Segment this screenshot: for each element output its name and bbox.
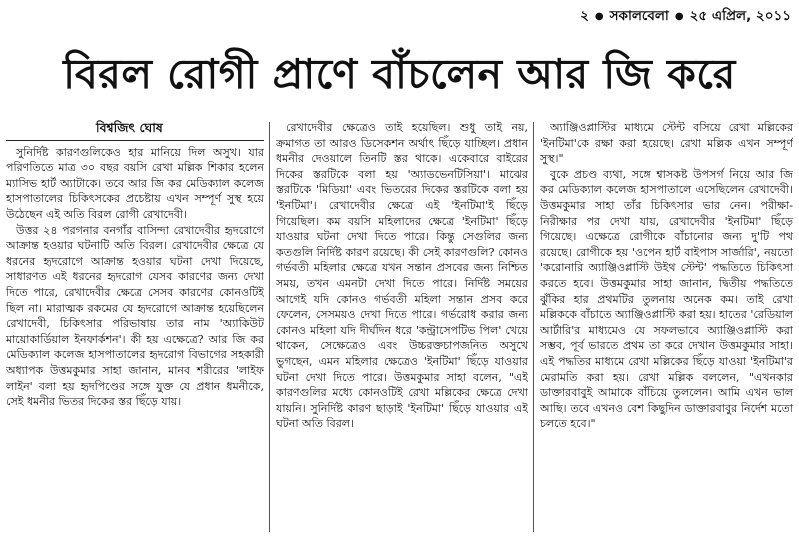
column-divider bbox=[533, 122, 534, 532]
headline: বিরল রোগী প্রাণে বাঁচলেন আর জি করে bbox=[63, 50, 736, 98]
article-column-1 bbox=[6, 118, 264, 533]
article-column-2 bbox=[276, 120, 528, 535]
masthead bbox=[501, 4, 791, 28]
separator-dot-icon: ● bbox=[594, 10, 604, 22]
paragraph: রেখাদেবীর ক্ষেত্রেও তাই হয়েছিল। শুধু তাই নয়, ক্রমাগত তা আরও ডিসেকশন অর্থাৎ ছিঁড়ে যাচ্ছিল। প্রধান ধমনীর দেওয়ালে তিনটি স্তর থাকে। একেবারে বাইরের দিকের স্তরটিকে বলা হয় 'অ্যাডভেনটিসিয়া'। মাঝের স্তরটিকে 'মিডিয়া' এবং ভিতরের দিকের স্তরটিকে বলা হয় 'ইনটিমা'। রেখাদেবীর ক্ষেত্রে এই 'ইনটিমা'ই ছিঁড়ে গিয়েছিল। কম বয়সি মহিলাদের ক্ষেত্রে 'ইনটিমা' ছিঁড়ে যাওয়ার ঘটনা দেখা দিতে পারে। কিন্তু সেগুলির জন্য কতগুলি নির্দিষ্ট কারণ রয়েছে। কী সেই কারণগুলি? কোনও গর্ভবতী মহিলার ক্ষেত্রে যখন সন্তান প্রসবের জন্য নিশ্চিত সময়, তখন এমনটা দেখা দিতে পারে। নির্দিষ্ট সময়ের আগেই যদি কোনও গর্ভবতী মহিলা সন্তান প্রসব করে ফেলেন, সেসময়ও দেখা দিতে পারে। গর্ভরোধ করার জন্য কোনও মহিলা যদি দীর্ঘদিন ধরে 'কন্ট্রাসেপটিভ পিল' খেয়ে থাকেন, সেক্ষেত্রেও এবং উচ্চরক্তচাপজনিত অসুখে ভুগছেন, এমন মহিলার ক্ষেত্রেও 'ইনটিমা' ছিঁড়ে যাওয়ার ঘটনা দেখা দিতে পারে। উত্তমকুমার সাহা বলেন, "এই কারণগুলির মধ্যে কোনওটিই রেখা মল্লিকের ক্ষেত্রে দেখা যায়নি। সুনির্দিষ্ট কারণ ছাড়াই 'ইনটিমা' ছিঁড়ে যাওয়ার এই ঘটনা অতি বিরল। bbox=[276, 121, 528, 431]
article-column-3 bbox=[540, 120, 793, 535]
newspaper-name: সকালবেলা bbox=[609, 7, 669, 24]
paragraph: উত্তর ২৪ পরগনার বনগাঁর বাসিন্দা রেখাদেবীর হৃদরোগে আক্রান্ত হওয়ার ঘটনাটি অতি বিরল। রেখাদেবীর ক্ষেত্রে যে ধরনের হৃদরোগে আক্রান্ত হওয়ার ঘটনা দেখা দিয়েছে, সাধারণত এই ধরনের হৃদরোগ যেসব কারণের জন্য দেখা দিতে পারে, রেখাদেবীর ক্ষেত্রে সেসব কারণের কোনওটিই ছিল না। মারাত্মক রকমের যে হৃদরোগে আক্রান্ত হয়েছিলেন রেখাদেবী, চিকিৎসার পরিভাষায় তার নাম 'অ্যাকিউট মায়োকার্ডিয়াল ইনফার্কশন'। কী হয় এক্ষেত্রে? আর জি কর মেডিক্যাল কলেজ হাসপাতালের হৃদরোগ বিভাগের সহকারী অধ্যাপক উত্তমকুমার সাহা জানান, মানব শরীরের 'লাইফ লাইন' বলা হয় হৃদপিণ্ডের সঙ্গে যুক্ত যে প্রধান ধমনীকে, সেই ধমনীর ভিতর দিকের স্তর ছিঁড়ে যায়। bbox=[6, 223, 264, 409]
issue-date: ২৫ এপ্রিল, ২০১১ bbox=[689, 7, 791, 24]
paragraph: সুনির্দিষ্ট কারণগুলিকেও হার মানিয়ে দিল অসুখ। যার পরিণতিতে মাত্র ৩০ বছর বয়সি রেখা মল্লিক শিকার হলেন ম্যাসিভ হার্ট অ্যাটাকে। তবে আর জি কর মেডিক্যাল কলেজ হাসপাতালের চিকিৎসকের প্রচেষ্টায় এখন সম্পূর্ণ সুস্থ হয়ে উঠেছেন এই অতি বিরল রোগী রেখাদেবী। bbox=[6, 145, 264, 221]
page-number: ২ bbox=[580, 7, 589, 24]
paragraph: বুকে প্রচণ্ড ব্যথা, সঙ্গে শ্বাসকষ্ট উপসর্গ নিয়ে আর জি কর মেডিক্যাল কলেজ হাসপাতালে এসেছিলেন রেখাদেবী। উত্তমকুমার সাহা তাঁর চিকিৎসার ভার নেন। পরীক্ষা-নিরীক্ষার পর দেখা যায়, রেখাদেবীর 'ইনটিমা' ছিঁড়ে গিয়েছে। এক্ষেত্রে রোগীকে বাঁচানোর জন্য দু'টি পথ রয়েছে। রোগীকে হয় 'ওপেন হার্ট বাইপাস সার্জারি', নয়তো 'করোনারি অ্যাঞ্জিওপ্লাস্টি উইথ স্টেন্ট' পদ্ধতিতে চিকিৎসা করতে হবে। উত্তমকুমার সাহা জানান, দ্বিতীয় পদ্ধতিতে ঝুঁকির হার প্রথমটির তুলনায় অনেক কম। তাই রেখা মল্লিককে বাঁচাতে অ্যাঞ্জিওপ্লাস্টি করা হয়। হাতের 'রেডিয়াল আর্টারি'র মাধ্যমেও যে সফলভাবে অ্যাঞ্জিওপ্লাস্টি করা সম্ভব, পূর্ব ভারতে প্রথম তা করে দেখান উত্তমকুমার সাহা। এই পদ্ধতির মাধ্যমে রেখা মল্লিকের ছিঁড়ে যাওয়া 'ইনটিমা'র মেরামতি করা হয়। রেখা মল্লিক বললেন, "এখনকার ডাক্তারবাবুই আমাকে বাঁচিয়ে তুললেন। আমি এখন ভাল আছি। তবে এখনও বেশ কিছুদিন ডাক্তারবাবুর নির্দেশ মতো চলতে হবে।" bbox=[540, 167, 793, 431]
column-divider bbox=[269, 122, 270, 532]
separator-dot-icon: ● bbox=[674, 10, 684, 22]
paragraph: অ্যাঞ্জিওপ্লাস্টির মাধ্যমে স্টেন্ট বসিয়ে রেখা মল্লিকের 'ইনটিমা'কে রক্ষা করা হয়েছে। রেখা মল্লিক এখন সম্পূর্ণ সুস্থ।" bbox=[540, 121, 793, 166]
byline: বিশ্বজিৎ ঘোষ bbox=[6, 118, 264, 141]
